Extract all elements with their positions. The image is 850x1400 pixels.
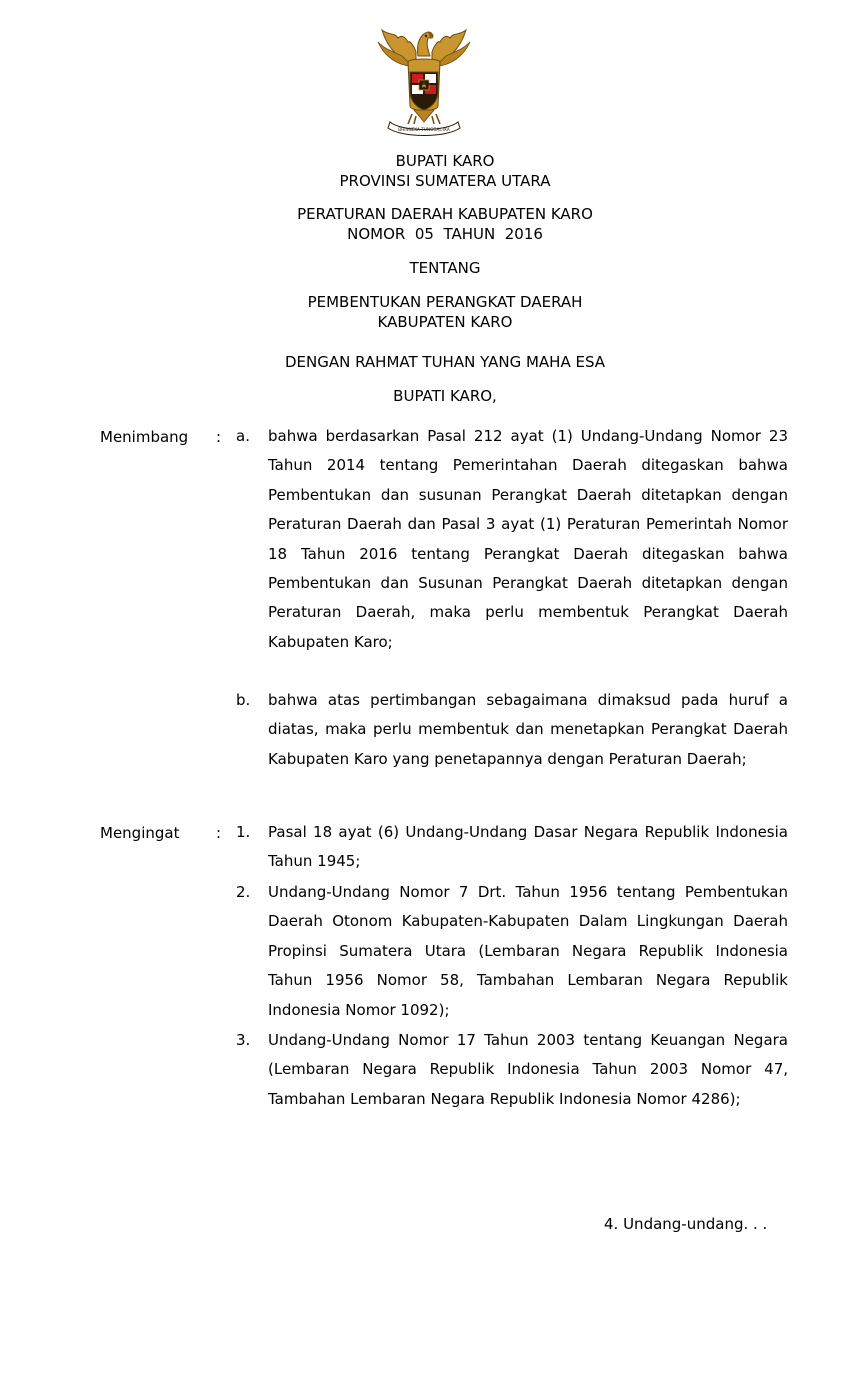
mengingat-label: Mengingat — [100, 824, 180, 842]
regulation-title-block — [0, 204, 850, 244]
regulation-number: NOMOR 05 TAHUN 2016 — [347, 225, 543, 243]
menimbang-colon: : — [216, 428, 222, 446]
invocation: DENGAN RAHMAT TUHAN YANG MAHA ESA — [284, 353, 606, 371]
issuer-signoff: BUPATI KARO, — [393, 387, 497, 405]
list-item-text: Undang-Undang Nomor 17 Tahun 2003 tentang Keuangan Negara (Lembaran Negara Republik Indonesia Tahun 2003 Nomor 47, Tambahan Lembaran Negara Republik Indonesia Nomor 4286); — [268, 1031, 788, 1108]
list-marker: b. — [236, 691, 251, 709]
emblem-motto: BHINNEKA TUNGGAL IKA — [398, 127, 450, 132]
subject-line-2: KABUPATEN KARO — [377, 313, 513, 331]
list-item-text: bahwa berdasarkan Pasal 212 ayat (1) Undang-Undang Nomor 23 Tahun 2014 tentang Pemerintahan Daerah ditegaskan bahwa Pembentukan dan susunan Perangkat Daerah ditetapkan dengan Peraturan Daerah dan Pasal 3 ayat (1) Peraturan Pemerintah Nomor 18 Tahun 2016 tentang Perangkat Daerah ditegaskan bahwa Pembentukan dan Susunan Perangkat Daerah ditetapkan dengan Peraturan Daerah, maka perlu membentuk Perangkat Daerah Kabupaten Karo; — [268, 427, 788, 651]
list-marker: 2. — [236, 883, 251, 901]
list-marker: a. — [236, 427, 250, 445]
header-block — [0, 151, 850, 191]
garuda-pancasila-emblem — [372, 22, 476, 140]
subject-block — [0, 292, 850, 332]
menimbang-label: Menimbang — [100, 428, 189, 446]
header-province: PROVINSI SUMATERA UTARA — [339, 172, 551, 190]
page-continuation: 4. Undang-undang. . . — [604, 1215, 768, 1233]
subject-line-1: PEMBENTUKAN PERANGKAT DAERAH — [307, 293, 583, 311]
list-item-text: bahwa atas pertimbangan sebagaimana dimaksud pada huruf a diatas, maka perlu membentuk dan menetapkan Perangkat Daerah Kabupaten Karo yang penetapannya dengan Peraturan Daerah; — [268, 691, 788, 768]
header-issuer: BUPATI KARO — [395, 152, 495, 170]
list-item-text: Undang-Undang Nomor 7 Drt. Tahun 1956 tentang Pembentukan Daerah Otonom Kabupaten-Kabupaten Dalam Lingkungan Daerah Propinsi Sumatera Utara (Lembaran Negara Republik Indonesia Tahun 1956 Nomor 58, Tambahan Lembaran Negara Republik Indonesia Nomor 1092); — [268, 883, 788, 1019]
list-item-text: Pasal 18 ayat (6) Undang-Undang Dasar Negara Republik Indonesia Tahun 1945; — [268, 823, 788, 871]
list-marker: 1. — [236, 823, 251, 841]
list-marker: 3. — [236, 1031, 251, 1049]
tentang-heading: TENTANG — [409, 259, 481, 277]
regulation-title: PERATURAN DAERAH KABUPATEN KARO — [297, 205, 593, 223]
mengingat-colon: : — [216, 824, 222, 842]
